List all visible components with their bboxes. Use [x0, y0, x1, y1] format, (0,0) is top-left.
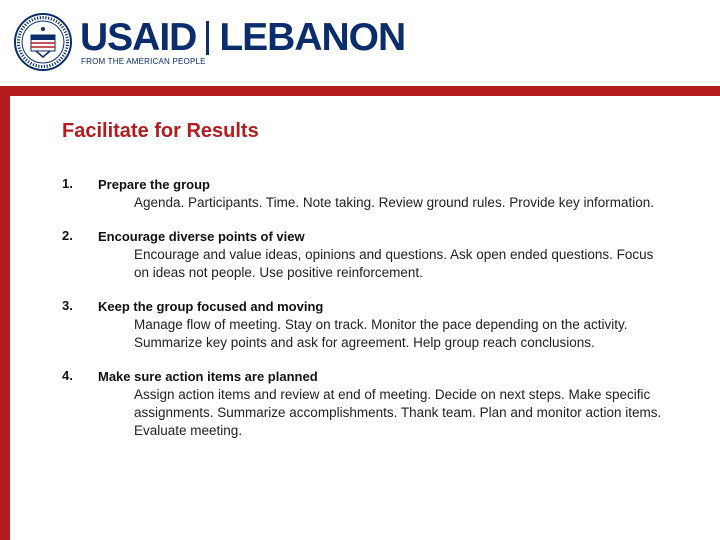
numbered-list — [62, 176, 662, 456]
item-body: Assign action items and review at end of meeting. Decide on next steps. Make specific assignments. Summarize accomplishments. Thank team. Plan and monitor action items. Evaluate meeting. — [134, 387, 662, 438]
usaid-logo — [80, 18, 405, 58]
item-heading: Encourage diverse points of view — [98, 229, 305, 244]
logo-country-text: LEBANON — [219, 16, 406, 59]
page-title: Facilitate for Results — [62, 120, 259, 142]
list-item — [62, 368, 662, 440]
item-number: 3. — [62, 298, 73, 313]
item-body: Manage flow of meeting. Stay on track. Monitor the pace depending on the activity. Summarize key points and ask for agreement. Help group reach conclusions. — [134, 317, 628, 350]
left-red-stripe — [0, 96, 10, 540]
header-red-band — [0, 86, 720, 96]
item-number: 1. — [62, 176, 73, 191]
item-number: 2. — [62, 228, 73, 243]
list-item — [62, 228, 662, 282]
item-heading: Keep the group focused and moving — [98, 299, 324, 314]
logo-divider — [206, 21, 209, 55]
logo-usaid-text: USAID — [80, 16, 197, 59]
header — [0, 0, 720, 86]
item-number: 4. — [62, 368, 73, 383]
list-item — [62, 298, 662, 352]
usaid-seal-icon — [14, 13, 72, 71]
item-body: Encourage and value ideas, opinions and questions. Ask open ended questions. Focus on ideas not people. Use positive reinforcement. — [134, 247, 654, 280]
list-item — [62, 176, 662, 212]
item-heading: Prepare the group — [98, 177, 210, 192]
item-body: Agenda. Participants. Time. Note taking. Review ground rules. Provide key information. — [134, 195, 655, 210]
logo-tagline: FROM THE AMERICAN PEOPLE — [81, 57, 206, 66]
item-heading: Make sure action items are planned — [98, 369, 318, 384]
